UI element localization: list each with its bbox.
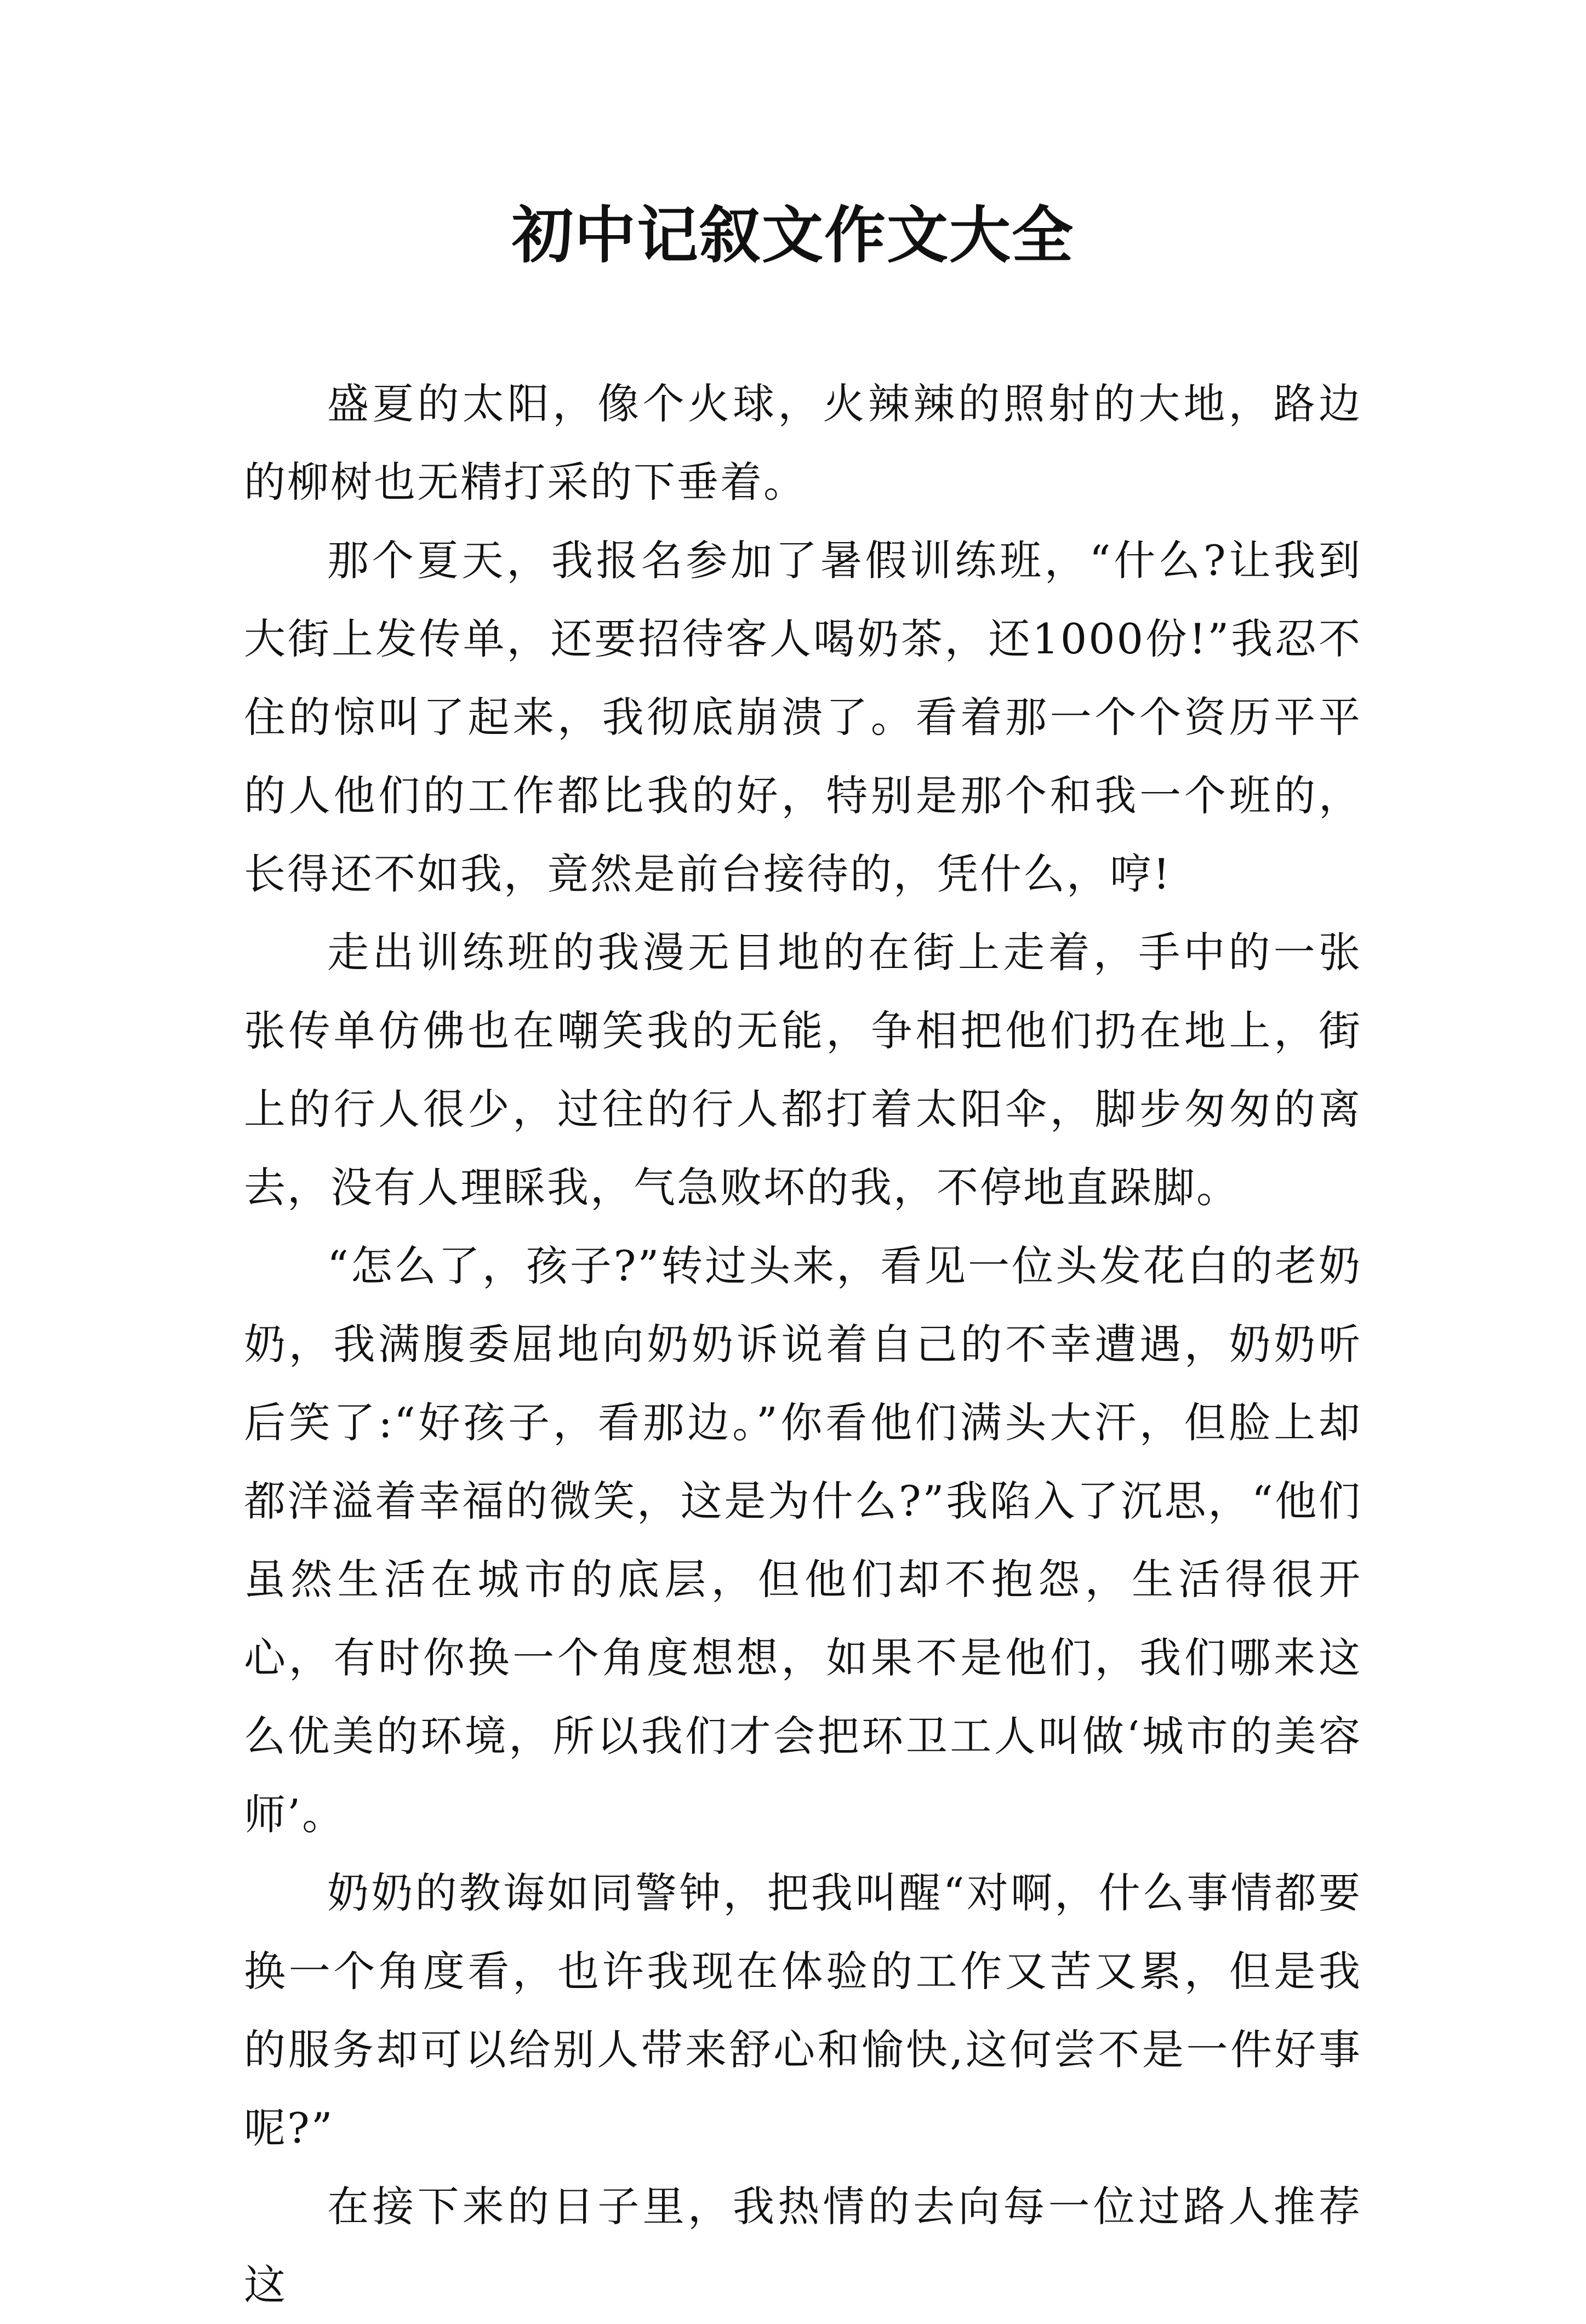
paragraph-6: 在接下来的日子里，我热情的去向每一位过路人推荐这 bbox=[244, 2182, 1362, 2309]
paragraph-5: 奶奶的教诲如同警钟，把我叫醒“对啊，什么事情都要换一个角度看，也许我现在体验的工作又苦又累，但是我的服务却可以给别人带来舒心和愉快,这何尝不是一件好事呢?” bbox=[244, 1869, 1362, 2152]
paragraph-2: 那个夏天，我报名参加了暑假训练班，“什么?让我到大街上发传单，还要招待客人喝奶茶，还1000份!”我忍不住的惊叫了起来，我彻底崩溃了。看着那一个个资历平平的人他们的工作都比我的好，特别是那个和我一个班的，长得还不如我，竟然是前台接待的，凭什么，哼! bbox=[244, 536, 1362, 898]
paragraph-1: 盛夏的太阳，像个火球，火辣辣的照射的大地，路边的柳树也无精打采的下垂着。 bbox=[244, 379, 1362, 506]
document-body bbox=[244, 364, 1362, 2324]
paragraph-3: 走出训练班的我漫无目地的在街上走着，手中的一张张传单仿佛也在嘲笑我的无能，争相把他们扔在地上，街上的行人很少，过往的行人都打着太阳伞，脚步匆匆的离去，没有人理睬我，气急败坏的我，不停地直跺脚。 bbox=[244, 928, 1362, 1212]
paragraph-4: “怎么了，孩子?”转过头来，看见一位头发花白的老奶奶，我满腹委屈地向奶奶诉说着自己的不幸遭遇，奶奶听后笑了:“好孩子，看那边。”你看他们满头大汗，但脸上却都洋溢着幸福的微笑，这是为什么?”我陷入了沉思，“他们虽然生活在城市的底层，但他们却不抱怨，生活得很开心，有时你换一个角度想想，如果不是他们，我们哪来这么优美的环境，所以我们才会把环卫工人叫做‘城市的美容师’。 bbox=[244, 1241, 1362, 1839]
document-title: 初中记叙文作文大全 bbox=[512, 200, 1074, 271]
